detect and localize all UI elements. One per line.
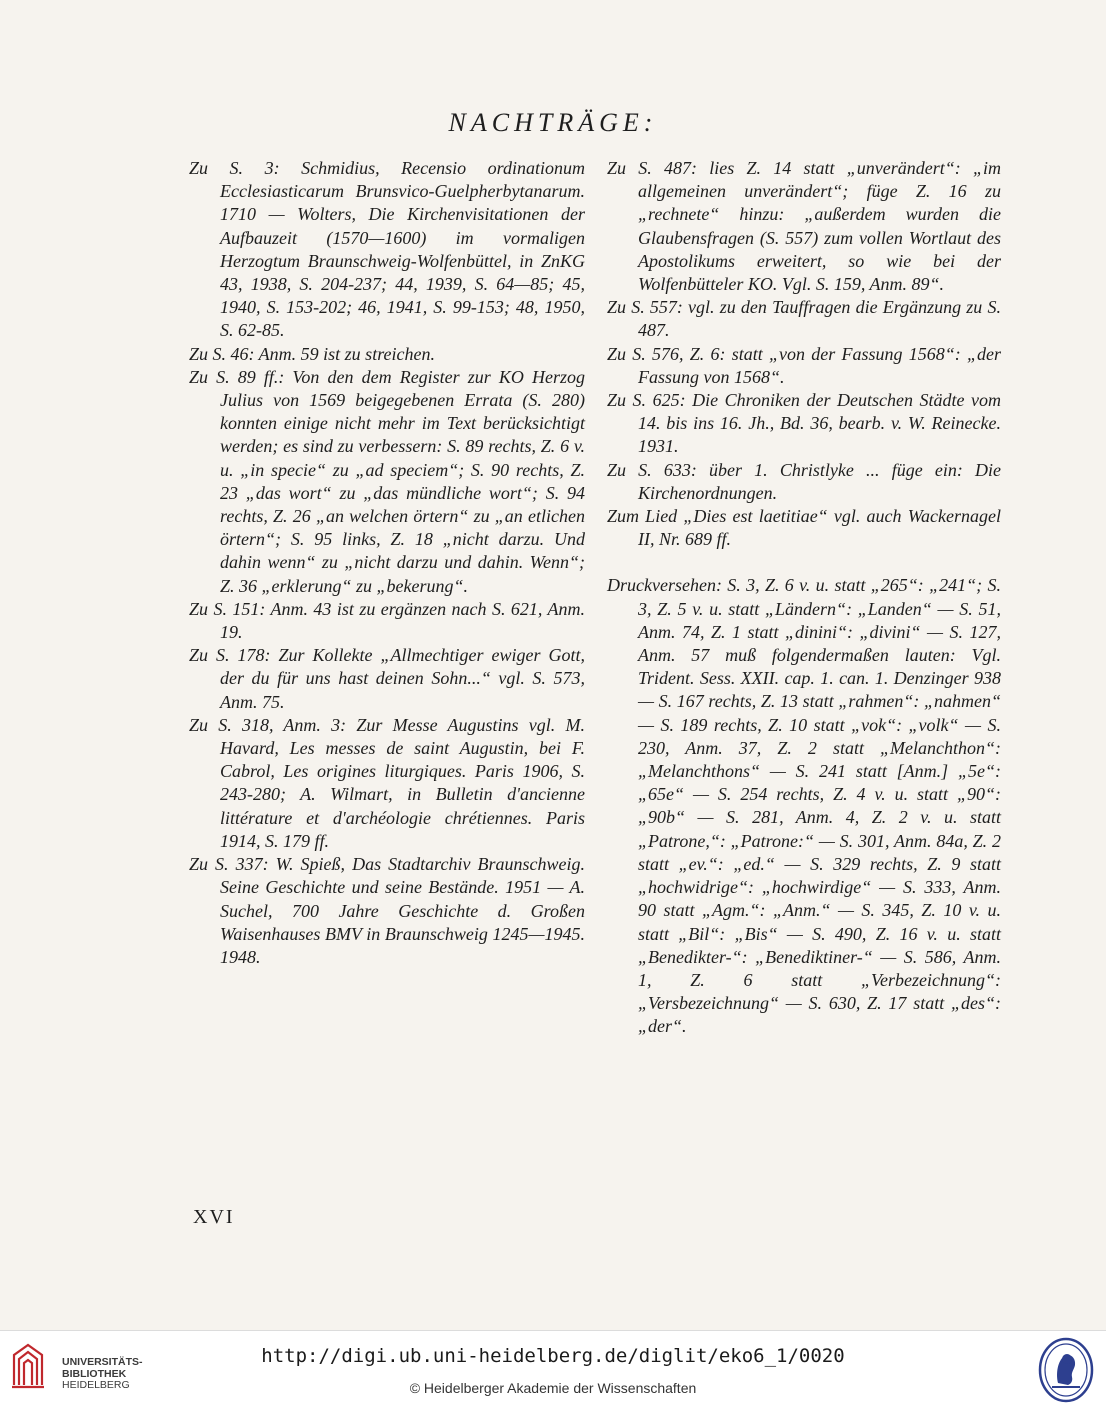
addendum-entry: Zu S. 576, Z. 6: statt „von der Fassung 1568“: „der Fassung von 1568“. <box>607 343 1001 387</box>
section-gap <box>607 551 1001 574</box>
addendum-entry: Zu S. 318, Anm. 3: Zur Messe Augustins vgl. M. Havard, Les messes de saint Augustin, bei F. Cabrol, Les origines liturgiques. Paris 1906, S. 243-280; A. Wilmart, in Bulletin d'ancienne littérature et d'archéologie chrétiennes. Paris 1914, S. 179 ff. <box>189 714 585 851</box>
errata-entry: Druckversehen: S. 3, Z. 6 v. u. statt „265“: „241“; S. 3, Z. 5 v. u. statt „Ländern“: „Landen“ — S. 51, Anm. 74, Z. 1 statt „dinini“: „divini“ — S. 127, Anm. 57 muß folgendermaßen lauten: Vgl. Trident. Sess. XXII. cap. 1. can. 1. Denzinger 938 — S. 167 rechts, Z. 13 statt „rahmen“: „nahmen“ — S. 189 rechts, Z. 10 statt „vok“: „volk“ — S. 230, Anm. 37, Z. 2 statt „Melanchthon“: „Melanchthons“ — S. 241 statt [Anm.] „5e“: „65e“ — S. 254 rechts, Z. 4 v. u. statt „90“: „90b“ — S. 281, Anm. 4, Z. 2 v. u. statt „Patrone,“: „Patrone:“ — S. 301, Anm. 84a, Z. 2 statt „ev.“: „ed.“ — S. 329 rechts, Z. 9 statt „hochwidrige“: „hochwirdige“ — S. 333, Anm. 90 statt „Agm.“: „Anm.“ — S. 345, Z. 10 v. u. statt „Bil“: „Bis“ — S. 490, Z. 16 v. u. statt „Benedikter-“: „Benediktiner-“ — S. 586, Anm. 1, Z. 6 statt „Verbezeichnung“: „Versbezeichnung“ — S. 630, Z. 17 statt „des“: „der“. <box>607 575 1001 1037</box>
academy-seal-icon[interactable] <box>1038 1337 1094 1403</box>
left-column <box>189 157 585 969</box>
addendum-entry: Zu S. 3: Schmidius, Recensio ordinationum Ecclesiasticarum Brunsvico-Guelpherbytanarum. 1710 — Wolters, Die Kirchenvisitationen der Aufbauzeit (1570—1600) im vormaligen Herzogtum Braunschweig-Wolfenbüttel, in ZnKG 43, 1938, S. 204-237; 44, 1939, S. 64—85; 45, 1940, S. 153-202; 46, 1941, S. 99-153; 48, 1950, S. 62-85. <box>189 158 585 341</box>
addendum-entry: Zu S. 633: über 1. Christlyke ... füge ein: Die Kirchenordnungen. <box>607 459 1001 503</box>
addendum-entry: Zu S. 89 ff.: Von den dem Register zur KO Herzog Julius von 1569 beigegebenen Errata (S. 280) konnten einige nicht mehr im Text berücksichtigt werden; es sind zu verbessern: S. 89 rechts, Z. 6 v. u. „in specie“ zu „ad speciem“; S. 90 rechts, Z. 23 „das wort“ zu „das mündliche wort“; S. 94 rechts, Z. 26 „an welchen örtern“ zu „an etlichen örtern“; S. 95 links, Z. 18 „nicht darzu. Und dahin wenn“ zu „nicht darzu und dahin. Wenn“; Z. 36 „erklerung“ zu „bekerung“. <box>189 366 585 596</box>
page-title: NACHTRÄGE: <box>448 108 658 137</box>
addendum-entry: Zu S. 178: Zur Kollekte „Allmechtiger ewiger Gott, der du für uns hast deinen Sohn...“ vgl. S. 573, Anm. 75. <box>189 645 585 712</box>
addendum-entry: Zu S. 487: lies Z. 14 statt „unverändert“: „im allgemeinen unverändert“; füge Z. 16 zu „rechnete“ hinzu: „außerdem wurden die Glaubensfragen (S. 557) zum vollen Wortlaut des Apostolikums erweitert, so wie bei der Wolfenbütteler KO. Vgl. S. 159, Anm. 89“. <box>607 158 1001 295</box>
right-column <box>607 157 1001 1039</box>
permalink-url[interactable]: http://digi.ub.uni-heidelberg.de/diglit/eko6_1/0020 <box>261 1345 845 1367</box>
addendum-entry: Zum Lied „Dies est laetitiae“ vgl. auch Wackernagel II, Nr. 689 ff. <box>607 506 1001 550</box>
library-name-line: BIBLIOTHEK <box>62 1367 127 1380</box>
addendum-entry: Zu S. 557: vgl. zu den Tauffragen die Ergänzung zu S. 487. <box>607 297 1001 341</box>
addendum-entry: Zu S. 337: W. Spieß, Das Stadtarchiv Braunschweig. Seine Geschichte und seine Bestände. 1951 — A. Suchel, 700 Jahre Geschichte d. Großen Waisenhauses BMV in Braunschweig 1245—1945. 1948. <box>189 854 585 967</box>
copyright-notice: © Heidelberger Akademie der Wissenschaften <box>409 1380 697 1396</box>
addendum-entry: Zu S. 46: Anm. 59 ist zu streichen. <box>189 343 435 364</box>
library-name-line: HEIDELBERG <box>62 1379 130 1391</box>
viewer-footer <box>0 1330 1106 1409</box>
page-number: XVI <box>193 1206 235 1228</box>
addendum-entry: Zu S. 625: Die Chroniken der Deutschen Städte vom 14. bis ins 16. Jh., Bd. 36, bearb. v. W. Reinecke. 1931. <box>607 390 1001 457</box>
addendum-entry: Zu S. 151: Anm. 43 ist zu ergänzen nach S. 621, Anm. 19. <box>189 598 585 643</box>
library-name-line: UNIVERSITÄTS- <box>62 1356 143 1368</box>
